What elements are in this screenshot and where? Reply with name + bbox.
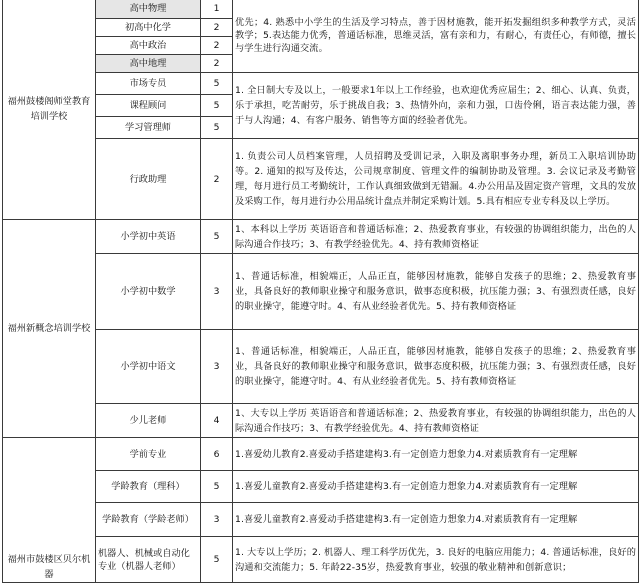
position-cell: 学习管理师 xyxy=(96,117,201,139)
requirement-cell: 1、大专以上学历 英语语音和普通话标准；2、热爱教育事业，有较强的协调组织能力，出色的人际沟通合作技巧；3、有教学经验优先。4、持有教师资格证 xyxy=(233,404,639,438)
table-row xyxy=(3,220,639,254)
count-cell: 5 xyxy=(201,73,233,95)
requirement-cell: 1.喜爱儿童教育2.喜爱动手搭建建构3.有一定创造力想象力4.对素质教育有一定理解 xyxy=(233,503,639,537)
requirement-cell: 1. 负责公司人员档案管理，人员招聘及受训记录，入职及离职事务办理，新员工入职培训协助等。2. 通知的拟写及传达，公司规章制度、管理文件的编制协助及管理。3. 会议记录及考勤管理，每月进行员工考勤统计，工作认真细致做到无错漏。4.办公用品及固定资产管理，文具的发放及采购工作，每月进行办公用品统计盘点并制定采购计划。5.具有相应专业专科及以上学历。 xyxy=(233,139,639,220)
requirement-cell: 优先；4. 熟悉中小学生的生活及学习特点，善于因材施教，能开拓发掘组织多种教学方式，灵活教学；5.表达能力优秀，普通话标准，思维灵活，富有亲和力，有耐心，有责任心，有师德，擅长与学生进行沟通交流。 xyxy=(233,0,639,73)
position-cell: 初高中化学 xyxy=(96,19,201,37)
table-row xyxy=(3,471,639,503)
position-cell: 机器人、机械或自动化专业（机器人老师） xyxy=(96,537,201,583)
table-row xyxy=(3,503,639,537)
table-row xyxy=(3,330,639,404)
count-cell: 3 xyxy=(201,503,233,537)
requirement-cell: 1、本科以上学历 英语语音和普通话标准；2、热爱教育事业，有较强的协调组织能力，出色的人际沟通合作技巧；3、有教学经验优先。4、持有教师资格证 xyxy=(233,220,639,254)
position-cell: 学龄教育（理科） xyxy=(96,471,201,503)
requirement-cell: 1、普通话标准，相貌端正，人品正直，能够因材施教，能够自发孩子的思维；2、热爱教育事业，具备良好的教师职业操守和服务意识，做事态度积极，抗压能力强；3、有强烈责任感，良好的职业操守，能遵守时。4、有从业经验者优先。5、持有教师资格证 xyxy=(233,254,639,330)
count-cell: 2 xyxy=(201,37,233,55)
count-cell: 6 xyxy=(201,438,233,471)
table-row xyxy=(3,139,639,220)
count-cell: 5 xyxy=(201,220,233,254)
requirement-cell: 1. 大专以上学历；2. 机器人、理工科学历优先，3. 良好的电脑应用能力；4. 普通话标准，良好的沟通和交流能力；5. 年龄22-35岁，热爱教育事业，较强的敬业精神和创新意识； xyxy=(233,537,639,583)
requirement-cell: 1.喜爱儿童教育2.喜爱动手搭建建构3.有一定创造力想象力4.对素质教育有一定理解 xyxy=(233,471,639,503)
table-row xyxy=(3,537,639,583)
position-cell: 行政助理 xyxy=(96,139,201,220)
table-row xyxy=(3,0,639,19)
count-cell: 5 xyxy=(201,117,233,139)
count-cell: 5 xyxy=(201,471,233,503)
requirement-cell: 1、普通话标准，相貌端正，人品正直，能够因材施教，能够自发孩子的思维；2、热爱教育事业，具备良好的教师职业操守和服务意识，做事态度积极，抗压能力强；3、有强烈责任感，良好的职业操守，能遵守时。4、有从业经验者优先。5、持有教师资格证 xyxy=(233,330,639,404)
position-cell: 课程顾问 xyxy=(96,95,201,117)
count-cell: 3 xyxy=(201,254,233,330)
count-cell: 1 xyxy=(201,0,233,19)
position-cell: 高中物理 xyxy=(96,0,201,19)
position-cell: 高中政治 xyxy=(96,37,201,55)
count-cell: 4 xyxy=(201,404,233,438)
job-listing-table xyxy=(2,0,639,583)
position-cell: 学龄教育（学龄老师） xyxy=(96,503,201,537)
requirement-cell: 1. 全日制大专及以上，一般要求1年以上工作经验，也欢迎优秀应届生；2、细心、认真、负责，乐于承担，吃苦耐劳，乐于挑战自我；3、热情外向，亲和力强，口齿伶俐，语言表达能力强，善于与人沟通；4、有客户服务、销售等方面的经验者优先。 xyxy=(233,73,639,139)
count-cell: 2 xyxy=(201,19,233,37)
count-cell: 2 xyxy=(201,55,233,73)
count-cell: 5 xyxy=(201,95,233,117)
org-name-cell: 福州市鼓楼区贝尔机器 xyxy=(3,438,96,583)
position-cell: 市场专员 xyxy=(96,73,201,95)
position-cell: 少儿老师 xyxy=(96,404,201,438)
table-row xyxy=(3,438,639,471)
position-cell: 高中地理 xyxy=(96,55,201,73)
count-cell: 5 xyxy=(201,537,233,583)
count-cell: 3 xyxy=(201,330,233,404)
org-name-cell: 福州鼓楼阁师堂教育培训学校 xyxy=(3,0,96,220)
position-cell: 小学初中语文 xyxy=(96,330,201,404)
count-cell: 2 xyxy=(201,139,233,220)
position-cell: 小学初中英语 xyxy=(96,220,201,254)
position-cell: 学前专业 xyxy=(96,438,201,471)
table-row xyxy=(3,404,639,438)
table-row xyxy=(3,254,639,330)
org-name-cell: 福州新概念培训学校 xyxy=(3,220,96,438)
requirement-cell: 1.喜爱幼儿教育2.喜爱动手搭建建构3.有一定创造力想象力4.对素质教育有一定理解 xyxy=(233,438,639,471)
table-row xyxy=(3,73,639,95)
position-cell: 小学初中数学 xyxy=(96,254,201,330)
